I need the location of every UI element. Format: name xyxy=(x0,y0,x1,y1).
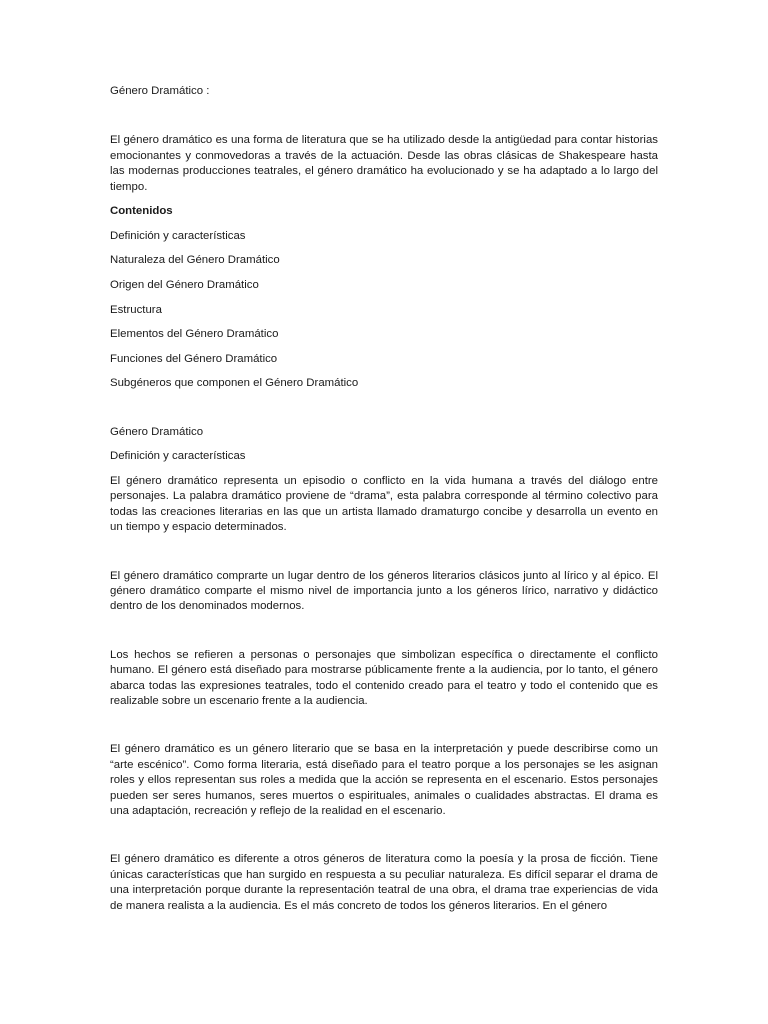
toc-item-origen: Origen del Género Dramático xyxy=(110,279,259,291)
toc-item-elementos: Elementos del Género Dramático xyxy=(110,328,279,341)
section-subtitle: Definición y características xyxy=(110,450,246,463)
document-page xyxy=(110,84,658,914)
toc-item-naturaleza: Naturaleza del Género Dramático xyxy=(110,254,280,267)
body-paragraph: El género dramático comprarte un lugar dentro de los géneros literarios clásicos junto al lírico y al épico. El género dramático comparte el mismo nivel de importancia junto a los géneros lírico, narrativo y didáctico dentro de los denominados modernos. xyxy=(110,569,658,613)
body-paragraph: El género dramático representa un episodio o conflicto en la vida humana a través del diálogo entre personajes. La palabra dramático proviene de “drama”, esta palabra corresponde al término colectivo para todas las creaciones literarias en las que un artista llamado dramaturgo concibe y desarrolla un evento en un tiempo y espacio determinados. xyxy=(110,474,658,534)
intro-paragraph: El género dramático es una forma de literatura que se ha utilizado desde la antigüedad para contar historias emocionantes y conmovedoras a través de la actuación. Desde las obras clásicas de Shakespeare hasta las modernas producciones teatrales, el género dramático ha evolucionado y se ha adaptado a lo largo del tiempo. xyxy=(110,134,658,193)
toc-item-definicion: Definición y características xyxy=(110,229,246,242)
body-paragraph: El género dramático es diferente a otros géneros de literatura como la poesía y la prosa de ficción. Tiene únicas características que han surgido en respuesta a su peculiar naturaleza. Es difícil separar el drama de una interpretación porque durante la representación teatral de una obra, el drama trae experiencias de vida de manera realista a la audiencia. Es el más concreto de todos los géneros literarios. En el género xyxy=(110,853,658,912)
body-paragraph: El género dramático es un género literario que se basa en la interpretación y puede describirse como un “arte escénico”. Como forma literaria, está diseñado para el teatro porque a los personajes se les asignan roles y ellos representan sus roles a medida que la acción se representa en el escenario. Estos personajes pueden ser seres humanos, seres muertos o espirituales, animales o cualidades abstractas. El drama es una adaptación, recreación y reflejo de la realidad en el escenario. xyxy=(110,743,658,818)
document-title: Género Dramático : xyxy=(110,85,210,97)
toc-item-funciones: Funciones del Género Dramático xyxy=(110,352,278,365)
toc-item-estructura: Estructura xyxy=(110,303,162,316)
section-title: Género Dramático xyxy=(110,425,204,438)
body-paragraph: Los hechos se refieren a personas o personajes que simbolizan específica o directamente el conflicto humano. El género está diseñado para mostrarse públicamente frente a la audiencia, por lo tanto, el género abarca todas las expresiones teatrales, todo el contenido creado para el teatro y todo el contenido que es realizable sobre un escenario frente a la audiencia. xyxy=(110,648,658,708)
toc-item-subgeneros: Subgéneros que componen el Género Dramático xyxy=(110,377,359,390)
toc-heading: Contenidos xyxy=(110,205,173,218)
